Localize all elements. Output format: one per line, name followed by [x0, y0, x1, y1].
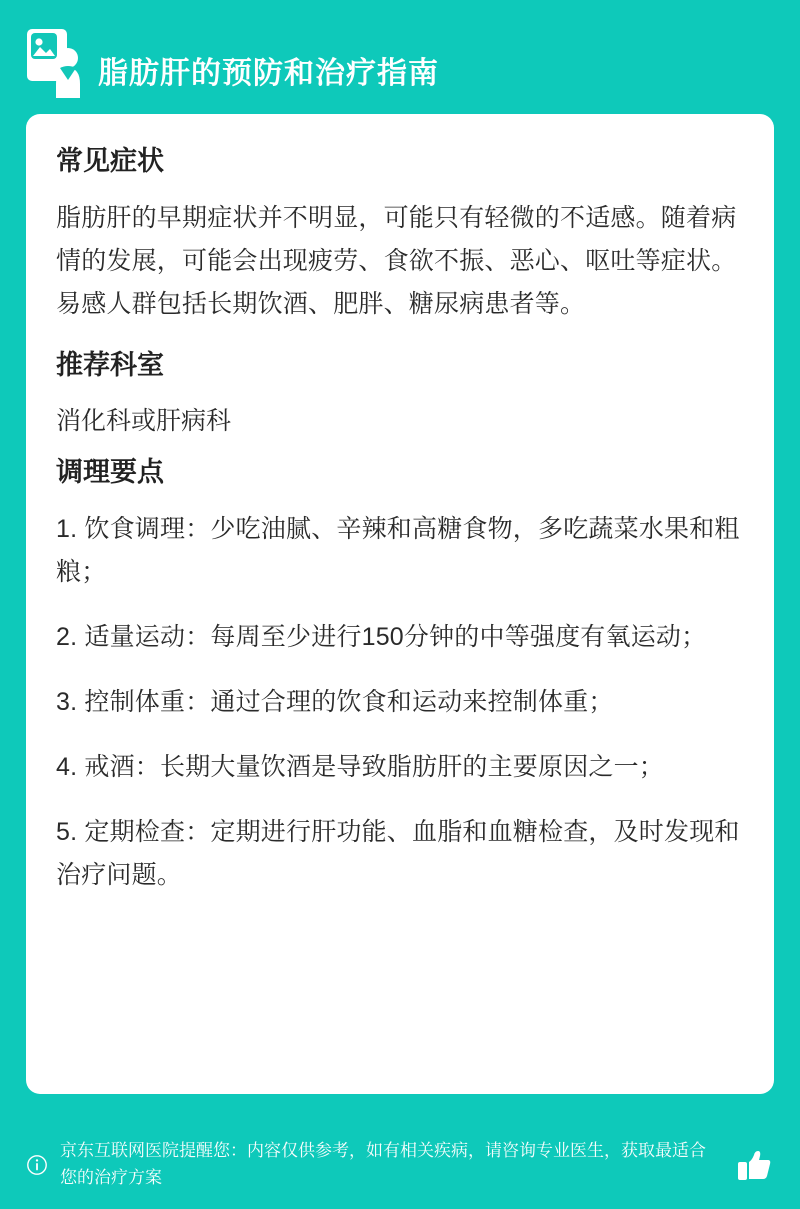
list-item: 1. 饮食调理：少吃油腻、辛辣和高糖食物，多吃蔬菜水果和粗粮； — [56, 515, 740, 587]
section-heading-symptoms: 常见症状 — [56, 146, 164, 176]
list-item: 2. 适量运动：每周至少进行150分钟的中等强度有氧运动； — [56, 623, 707, 652]
section-heading-care-points: 调理要点 — [56, 457, 164, 488]
content-card — [26, 114, 774, 1094]
list-item: 5. 定期检查：定期进行肝功能、血脂和血糖检查，及时发现和治疗问题。 — [56, 818, 740, 890]
page-header — [26, 28, 774, 114]
section-text-symptoms: 脂肪肝的早期症状并不明显，可能只有轻微的不适感。随着病情的发展，可能会出现疲劳、食欲不振、恶心、呕吐等症状。易感人群包括长期饮酒、肥胖、糖尿病患者等。 — [56, 204, 737, 319]
section-text-department: 消化科或肝病科 — [56, 407, 232, 436]
page-footer — [26, 1138, 774, 1191]
list-item: 4. 戒酒：长期大量饮酒是导致脂肪肝的主要原因之一； — [56, 753, 664, 782]
care-points-list — [56, 508, 744, 897]
list-item: 3. 控制体重：通过合理的饮食和运动来控制体重； — [56, 688, 614, 717]
document-image-icon — [26, 28, 84, 100]
info-circle-icon — [26, 1154, 48, 1176]
thumbs-up-icon[interactable] — [734, 1145, 774, 1185]
section-heading-department: 推荐科室 — [56, 350, 164, 381]
page-title: 脂肪肝的预防和治疗指南 — [98, 57, 439, 90]
footer-disclaimer: 京东互联网医院提醒您：内容仅供参考，如有相关疾病，请咨询专业医生，获取最适合您的治疗方案 — [60, 1141, 706, 1187]
